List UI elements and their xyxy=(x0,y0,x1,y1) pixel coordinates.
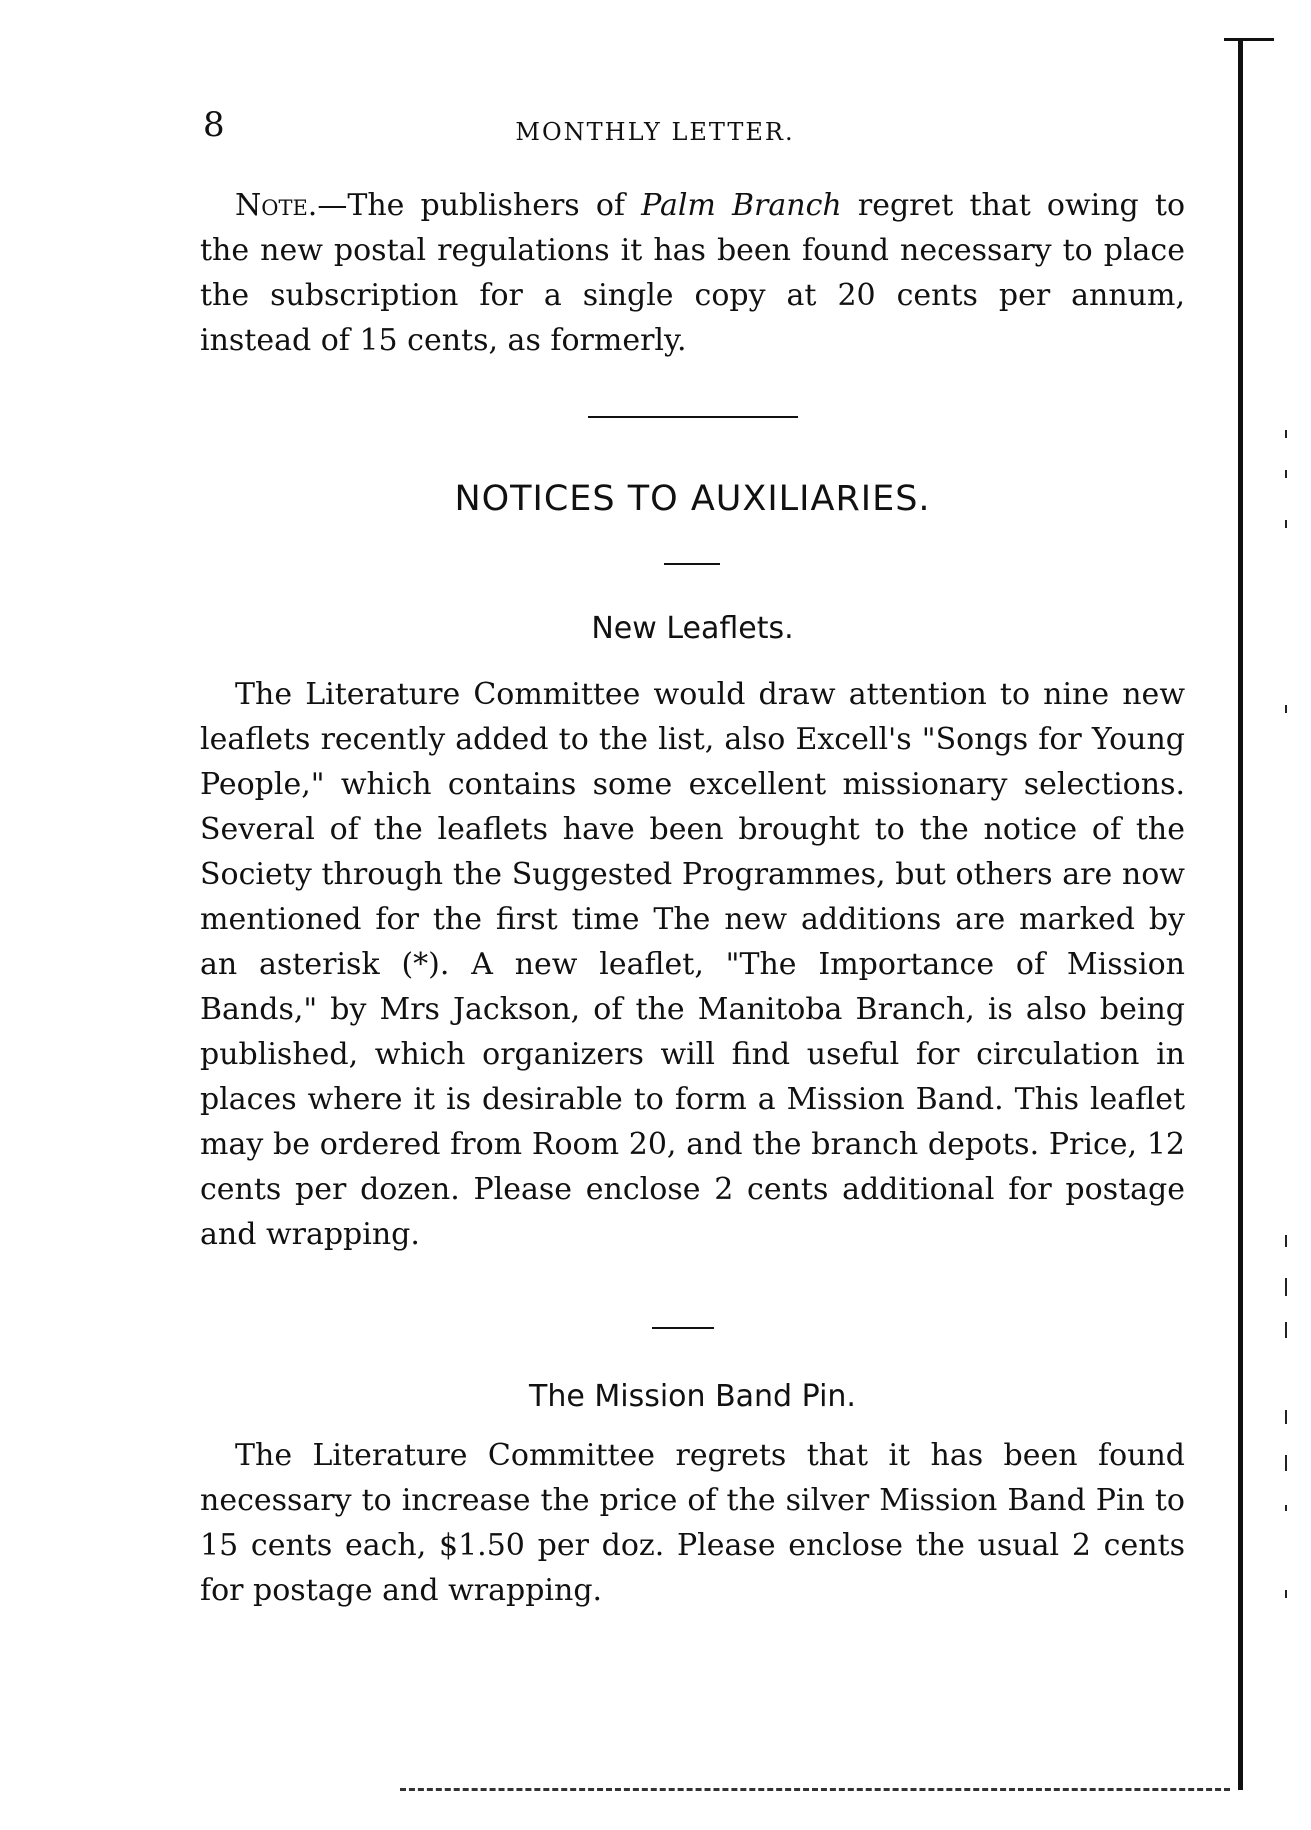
page-number: 8 xyxy=(203,105,225,145)
margin-speck xyxy=(1285,1235,1287,1247)
leaflets-paragraph: The Literature Committee would draw attention to nine new leaflets recently added to the list, also Excell's "Songs for Young People," which contains some excellent missionary selections. Several of the leaflets have been brought to the notice of the Society through the Suggested Programmes, but others are now mentioned for the first time The new additions are marked by an asterisk (*). A new leaflet, "The Importance of Mission Bands," by Mrs Jackson, of the Manitoba Branch, is also being published, which organizers will find useful for circulation in places where it is desirable to form a Mission Band. This leaflet may be ordered from Room 20, and the branch depots. Price, 12 cents per dozen. Please enclose 2 cents additional for postage and wrapping. xyxy=(200,677,1185,1252)
running-head: MONTHLY LETTER. xyxy=(515,118,795,146)
margin-rule xyxy=(1238,40,1243,1790)
margin-tick xyxy=(1224,38,1274,41)
margin-speck xyxy=(1285,1590,1287,1598)
section-title: NOTICES TO AUXILIARIES. xyxy=(454,479,931,519)
margin-speck xyxy=(1285,1322,1287,1338)
margin-speck xyxy=(1285,705,1287,713)
margin-speck xyxy=(1285,1505,1287,1511)
section-divider xyxy=(588,416,798,418)
pin-heading: The Mission Band Pin. xyxy=(529,1379,856,1414)
bottom-rule xyxy=(400,1788,1230,1791)
note-text-end: regret that owing to the new postal regulations it has been found necessary to place the subscription for a single copy at 20 cents per annum, instead of 15 cents, as formerly. xyxy=(200,188,1185,358)
pin-paragraph: The Literature Committee regrets that it has been found necessary to increase the price of the silver Mission Band Pin to 15 cents each, $1.50 per doz. Please enclose the usual 2 cents for postage and wrapping. xyxy=(200,1438,1185,1608)
margin-speck xyxy=(1285,1278,1287,1296)
margin-speck xyxy=(1285,1410,1287,1424)
margin-speck xyxy=(1285,470,1287,478)
note-italic-title: Palm Branch xyxy=(641,188,842,223)
note-text-start: —The publishers of xyxy=(317,188,642,223)
margin-speck xyxy=(1285,1455,1287,1471)
short-divider xyxy=(652,1327,714,1329)
short-divider xyxy=(664,563,720,565)
note-lead: Note. xyxy=(235,188,318,223)
margin-speck xyxy=(1285,430,1287,438)
margin-speck xyxy=(1285,520,1287,528)
note-paragraph xyxy=(200,183,1185,363)
leaflets-heading: New Leaflets. xyxy=(591,611,794,646)
